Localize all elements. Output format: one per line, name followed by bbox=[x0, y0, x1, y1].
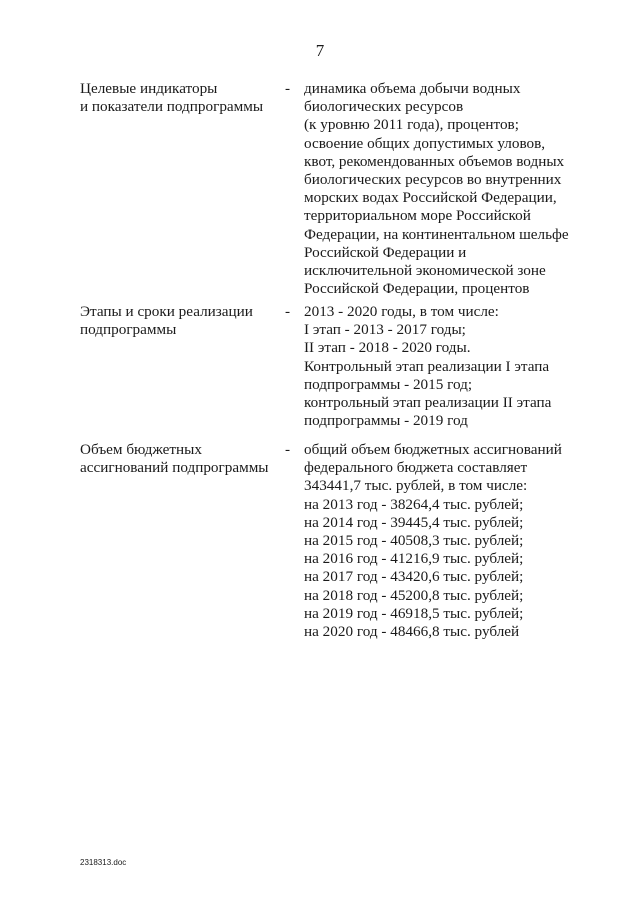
label-line: Целевые индикаторы bbox=[80, 80, 218, 97]
value-line: на 2016 год - 41216,9 тыс. рублей; bbox=[304, 550, 524, 568]
value-line: Контрольный этап реализации I этапа bbox=[304, 357, 550, 375]
value-line: Российской Федерации, процентов bbox=[304, 280, 530, 298]
value-line: подпрограммы - 2019 год bbox=[304, 412, 468, 430]
value-line: 343441,7 тыс. рублей, в том числе: bbox=[304, 477, 528, 495]
value-line: на 2018 год - 45200,8 тыс. рублей; bbox=[304, 586, 524, 604]
section-value bbox=[304, 303, 594, 430]
dash-separator: - bbox=[285, 303, 291, 320]
dash-separator: - bbox=[285, 80, 291, 97]
section-label bbox=[80, 303, 280, 339]
label-line: Этапы и сроки реализации bbox=[80, 303, 253, 320]
value-line: биологических ресурсов bbox=[304, 98, 464, 116]
value-line: квот, рекомендованных объемов водных bbox=[304, 152, 565, 170]
value-line: динамика объема добычи водных bbox=[304, 80, 521, 97]
dash-separator: - bbox=[285, 441, 291, 458]
label-line: Объем бюджетных bbox=[80, 441, 202, 458]
page-number: 7 bbox=[315, 41, 325, 60]
section-label bbox=[80, 441, 280, 477]
value-line: на 2014 год - 39445,4 тыс. рублей; bbox=[304, 513, 524, 531]
value-line: территориальном море Российской bbox=[304, 207, 531, 225]
value-line: общий объем бюджетных ассигнований bbox=[304, 441, 562, 458]
value-line: освоение общих допустимых уловов, bbox=[304, 134, 546, 152]
value-line: подпрограммы - 2015 год; bbox=[304, 375, 473, 393]
value-line: на 2013 год - 38264,4 тыс. рублей; bbox=[304, 495, 524, 513]
value-line: 2013 - 2020 годы, в том числе: bbox=[304, 303, 499, 320]
section-label bbox=[80, 80, 280, 116]
value-line: на 2015 год - 40508,3 тыс. рублей; bbox=[304, 532, 524, 550]
label-line: и показатели подпрограммы bbox=[80, 98, 264, 116]
value-line: II этап - 2018 - 2020 годы. bbox=[304, 339, 471, 357]
label-line: ассигнований подпрограммы bbox=[80, 459, 269, 477]
label-line: подпрограммы bbox=[80, 321, 177, 339]
value-line: исключительной экономической зоне bbox=[304, 262, 546, 280]
value-line: биологических ресурсов во внутренних bbox=[304, 171, 562, 189]
value-line: (к уровню 2011 года), процентов; bbox=[304, 116, 519, 134]
value-line: I этап - 2013 - 2017 годы; bbox=[304, 321, 466, 339]
value-line: федерального бюджета составляет bbox=[304, 459, 528, 477]
section-value bbox=[304, 441, 594, 641]
value-line: на 2020 год - 48466,8 тыс. рублей bbox=[304, 623, 520, 641]
value-line: морских водах Российской Федерации, bbox=[304, 189, 557, 207]
value-line: контрольный этап реализации II этапа bbox=[304, 394, 552, 412]
value-line: на 2019 год - 46918,5 тыс. рублей; bbox=[304, 604, 524, 622]
value-line: Федерации, на континентальном шельфе bbox=[304, 225, 569, 243]
value-line: на 2017 год - 43420,6 тыс. рублей; bbox=[304, 568, 524, 586]
section-value bbox=[304, 80, 594, 298]
document-filename: 2318313.doc bbox=[80, 858, 127, 867]
value-line: Российской Федерации и bbox=[304, 243, 467, 261]
